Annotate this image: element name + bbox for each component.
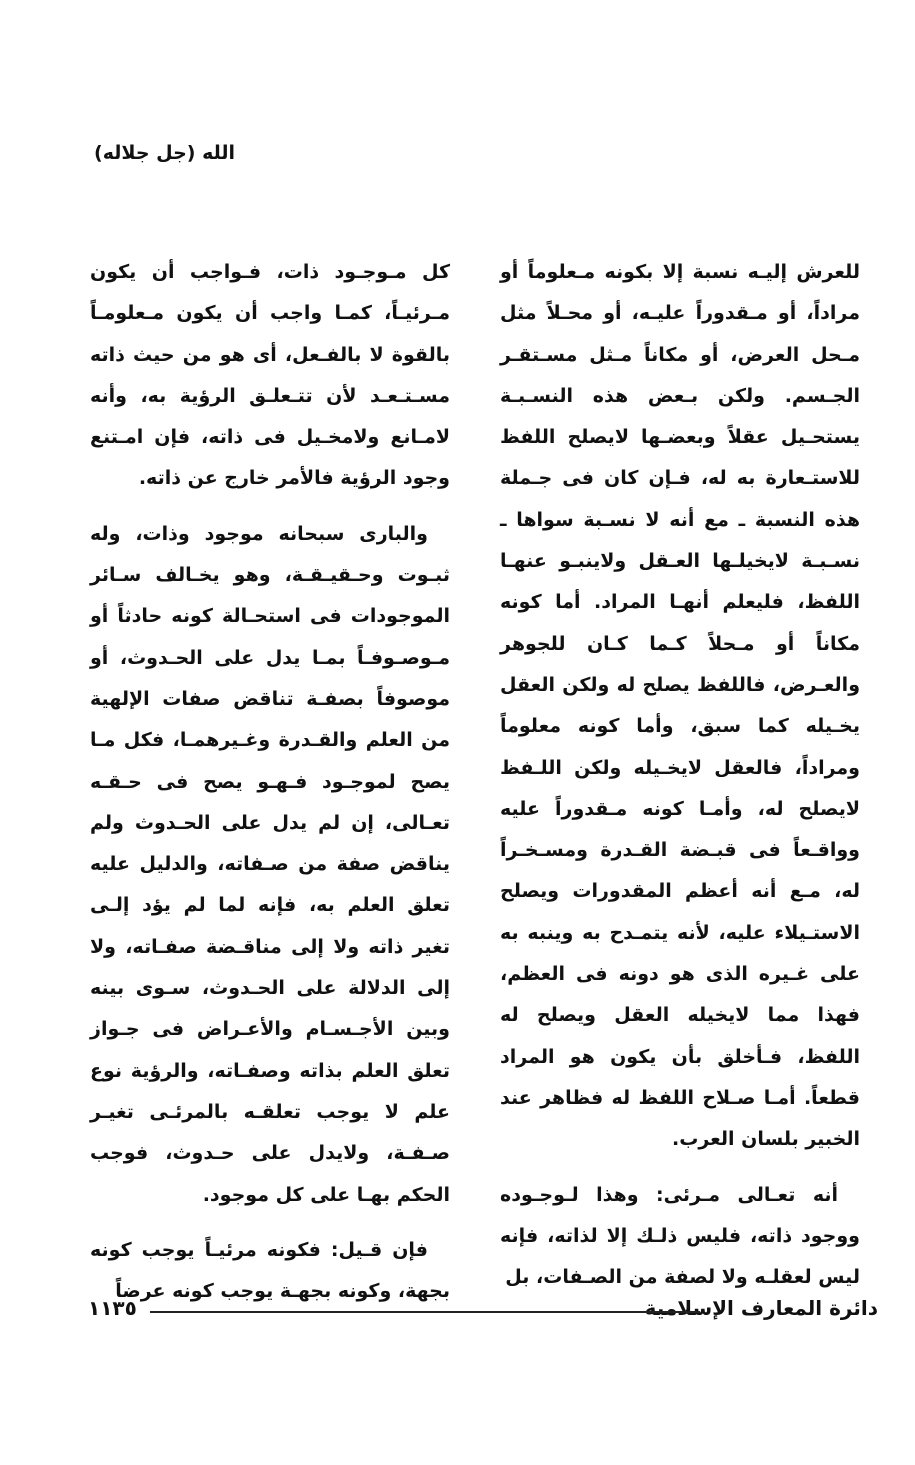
paragraph: فإن قـيل: فكونه مرئيـاً يوجب كونه بجهة، وكونه بجهـة يوجب كونه عرضاً [90,1238,450,1303]
text-column-left [90,252,450,1326]
running-header-title: الله (جل جلاله) [94,142,235,164]
paragraph: للعرش إليـه نسبة إلا بكونه مـعلوماً أو مراداً، أو مـقدوراً عليـه، أو محـلاً مثل مـحل العرض، أو مكاناً مـثل مسـتقـر الجـسم. ولكن بـعض هذه النسـبـة يستحـيل عقلاً وبعضـها لايصلح اللفظ للاستـعارة به له، فـإن كان فى جـملة هذه النسبة ـ مع أنه لا نسـبة سواها ـ نسـبـة لايخيلـها العـقل ولاينبـو عنهـا اللفظ، فليعلم أنهـا المراد. أما كونه مكاناً أو مـحلاً كـما كـان للجوهر والعـرض، فاللفظ يصلح له ولكن العقل يخـيله كما سبق، وأما كونه معلوماً ومراداً، فالعقل لايخـيله ولكن اللـفظ لايصلح له، وأمـا كونه مـقدوراً عليه وواقـعاً فى قبـضة القـدرة ومسـخـراً له، مـع أنه أعظم المقدورات ويصلح الاستـيلاء عليه، لأنه يتمـدح به وينبه به على غـيره الذى هو دونه فى العظم، فهذا مما لايخيله العقل ويصلح له اللفظ، فـأخلق بأن يكون هو المراد قطعاً. أمـا صـلاح اللفظ له فظاهر عند الخبير بلسان العرب. [500,261,860,1151]
paragraph: أنه تعـالى مـرئى: وهذا لـوجـوده ووجود ذاته، فليس ذلـك إلا لذاته، فإنه ليس لعقلـه ولا لصفة من الصـفات، بل [500,1183,860,1289]
footer-publication-title: دائرة المعارف الإسلامية [644,1296,878,1320]
paragraph: والبارى سبحانه موجود وذات، وله ثبـوت وحـقيـقـة، وهو يخـالف سـائر الموجودات فى استحـالة كونه حادثاً أو مـوصـوفـاً بمـا يدل على الحـدوث، أو موصوفاً بصفـة تناقض صفات الإلهية من العلم والقـدرة وغـيرهمـا، فكل مـا يصح لموجـود فـهـو يصح فى حـقـه تعـالى، إن لم يدل على الحـدوث ولم يناقض صفة من صـفاته، والدليل عليه تعلق العلم به، فإنه لما لم يؤد إلـى تغير ذاته ولا إلى مناقـضة صفـاته، ولا إلى الدلالة على الحـدوث، سـوى بينه وبين الأجـسـام والأعـراض فى جـواز تعلق العلم بذاته وصفـاته، والرؤية نوع علم لا يوجب تعلقـه بالمرئـى تغيـر صـفـة، ولايدل على حـدوث، فوجب الحكم بهـا على كل موجود. [90,522,450,1206]
page-number: ١١٣٥ [88,1296,137,1320]
page-footer [88,1296,878,1326]
paragraph: كل مـوجـود ذات، فـواجب أن يكون مـرئيـاً، كمـا واجب أن يكون مـعلومـاً بالقوة لا بالفـعل، أى هو من حيث ذاته مسـتـعـد لأن تتـعلـق الرؤية به، وأنه لامـانع ولامخـيل فى ذاته، فإن امـتنع وجود الرؤية فالأمر خارج عن ذاته. [90,261,450,490]
text-column-right [500,252,860,1312]
footer-divider [150,1311,700,1313]
